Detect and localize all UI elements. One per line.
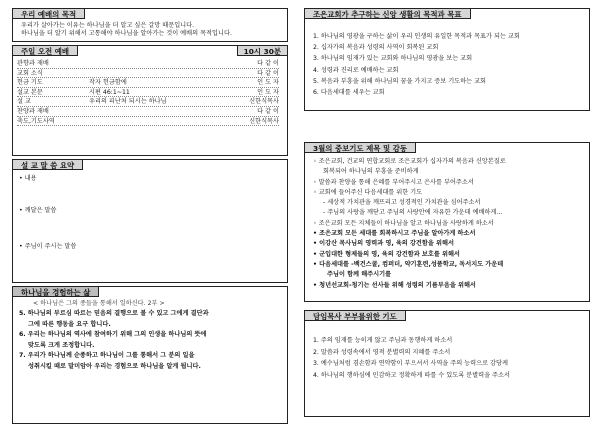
sermon-note-realized: • 깨달은 말씀	[19, 207, 57, 214]
prayer-topic-line: ◦ 말씀과 찬양을 통해 은혜를 부어주시고 은사를 부어주소서	[313, 178, 474, 186]
order-item: 교회 소식	[17, 69, 43, 77]
worship-order-row	[17, 117, 279, 127]
prayer-topic-line: • 군입대한 형제들의 영, 육의 강건함과 보호를 위해서	[313, 250, 460, 258]
prayer-topic-line: ◦ 조은교회, 건교의 연합교회로 조은교회가 십자가의 복음과 신앙본질로	[313, 158, 506, 165]
sunday-worship-section	[12, 45, 288, 156]
worship-order-row	[17, 59, 279, 69]
goal-item: 5. 복음과 부흥을 위해 하나님의 꿈을 가지고 증보 기도하는 교회	[313, 77, 487, 85]
order-leader: 다 같 이	[257, 107, 279, 115]
experiencing-god-title: 하나님을 경험하는 삶	[12, 286, 99, 297]
worship-purpose-section	[12, 8, 288, 42]
church-goal-section	[304, 8, 590, 111]
church-goal-title: 조은교회가 추구하는 신앙 생활의 목적과 목표	[304, 8, 471, 19]
left-column	[12, 8, 288, 424]
order-leader: 인 도 자	[257, 79, 279, 87]
prayer-topic-line: • 조은교회 모든 세대를 회복하시고 주님을 알아가게 하소서	[313, 230, 476, 238]
pastor-prayer-item: 3. 예수님처럼 겸손함과 연약함이 부으셔서 사역을 주의 능력으로 감당케	[313, 360, 508, 368]
order-detail: 시편 46:1~11	[89, 88, 130, 96]
prayer-topic-line: - 주님의 사랑을 깨닫고 주님의 사랑안에 자유한 가운데 예배하게...	[323, 209, 503, 217]
order-item: 관향과 재배	[17, 60, 49, 67]
goal-item: 3. 하나님의 임재가 있는 교회와 하나님의 영광을 보는 교회	[313, 55, 473, 63]
sermon-summary-title: 설 교 말 씀 요약	[12, 159, 83, 170]
sermon-note-given: • 주님이 주시는 말씀	[19, 243, 77, 250]
prayer-topic-line: ◦ 교회에 들어주신 다음세대를 위한 기도	[313, 188, 423, 196]
prayer-topics-title: 3월의 중보기도 제목 및 감동	[304, 142, 416, 153]
pastor-prayer-section	[304, 310, 590, 417]
order-leader: 인 도 자	[257, 88, 279, 96]
order-leader: 신한식목사	[249, 98, 279, 106]
worship-order-row	[17, 88, 279, 98]
order-leader: 신한식목사	[249, 117, 279, 125]
pastor-prayer-item: 2. 말씀과 성령속에서 영적 분별력의 지혜를 주소서	[313, 348, 451, 356]
prayer-topic-line: ◦ 조은교회 모든 지체들이 하나님을 알고 하나님을 사랑하게 하소서	[313, 219, 494, 227]
pastor-prayer-item: 1. 주의 임재를 능히게 않고 주님과 동행하게 하소서	[313, 337, 453, 344]
order-leader: 다 같 이	[257, 69, 279, 77]
experiencing-god-section	[12, 286, 288, 424]
prayer-topics-list	[305, 143, 589, 291]
worship-order-list	[13, 46, 287, 126]
worship-order-row	[17, 97, 279, 107]
prayer-topics-section	[304, 142, 590, 302]
experience-item: 5. 하나님의 부르심 따르는 믿음의 결행으로 볼 수 있고 그에게 결단과 그에 따른 행동을 요구 합니다.	[19, 310, 209, 328]
right-column	[304, 8, 590, 417]
order-item: 찬양과 재배	[17, 107, 49, 115]
sunday-worship-title: 주일 오전 예배	[12, 45, 78, 56]
sermon-note-content: • 내용	[19, 175, 37, 182]
prayer-topic-line: 회복되어 하나님의 부흥을 준비하게	[323, 168, 419, 176]
prayer-topic-line: - 세상적 가치관을 깨뜨리고 성경적인 가치관을 심어주소서	[323, 199, 481, 207]
worship-order-row	[17, 107, 279, 117]
prayer-topic-line: • 이강산 목사님의 영력과 영, 육의 강건함을 위해서	[313, 240, 454, 248]
prayer-topic-line: 주님이 함께 해주시기를	[327, 271, 392, 279]
goal-item: 6. 다음세대를 세우는 교회	[313, 88, 385, 96]
worship-purpose-line: 우리가 살아가는 이유는 하나님을 더 알고 싶은 갈망 때문입니다.	[21, 22, 195, 29]
worship-purpose-line: 하나님을 더 알기 위해서 고통해야 하나님을 알아가는 것이 예배의 목적입니다.	[21, 30, 232, 37]
worship-time: 10시 30분	[237, 45, 288, 56]
experiencing-god-subtitle: < 하나님은 그의 종들을 통해서 일하신다. 2부 >	[33, 300, 165, 307]
goal-item: 4. 성령과 진리로 예배하는 교회	[313, 66, 399, 74]
experience-item: 6. 우리는 하나님의 역사에 참여하기 위해 그의 인생을 하나님의 뜻에 맞도록 크게 조정합니다.	[19, 331, 207, 349]
sermon-summary-section	[12, 159, 288, 283]
experience-item: 7. 우리가 하나님께 순종하고 하나님이 그를 통해서 그 분의 일을 성취시킬 때로 말미암아 우리는 경험으로 하나님을 알게 됩니다.	[19, 352, 201, 370]
order-item: 설 교	[17, 98, 31, 106]
pastor-prayer-title: 담임목사 부부를위한 기도	[304, 310, 406, 321]
pastor-prayer-item: 4. 하나님의 행하심에 민감하고 정확하게 따를 수 있도록 분별력을 주소서	[313, 371, 510, 379]
goal-item: 1. 하나님의 영광을 구하는 삶이 우리 인생의 유일한 목적과 목표가 되는 교회	[313, 33, 520, 40]
order-leader: 다 같 이	[257, 60, 279, 67]
worship-purpose-title: 우리 예배의 목적	[12, 8, 85, 19]
worship-order-row	[17, 78, 279, 88]
order-item: 축도,기도사역	[17, 117, 55, 125]
order-detail: 우리의 피난처 되시는 하나님	[89, 98, 167, 106]
prayer-topic-line: • 청년선교회-청기는 선사들 위해 성령의 기름부음을 위해서	[313, 281, 476, 289]
order-item: 설교 본문	[17, 88, 43, 96]
prayer-topic-line: • 다음세대를 -백건스쿨, 컴퍼더, 약기훈련,성품학교, 독서지도 가운데	[313, 260, 504, 268]
goal-item: 2. 십자가의 복음과 성령의 사역이 회복된 교회	[313, 44, 439, 52]
order-detail: 작자 헌금함에	[89, 79, 127, 87]
worship-order-row	[17, 69, 279, 79]
order-item: 헌금 기도	[17, 79, 43, 87]
